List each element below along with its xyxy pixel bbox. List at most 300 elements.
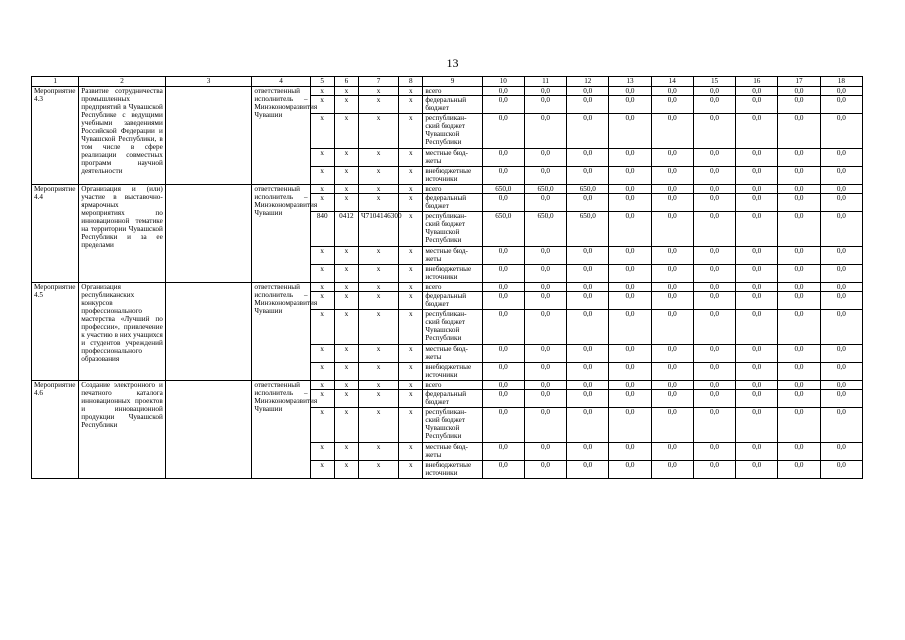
value-cell: 0,0 (482, 167, 524, 185)
value-cell: 0,0 (609, 283, 651, 292)
value-cell: 0,0 (778, 461, 820, 479)
value-cell: 0,0 (778, 167, 820, 185)
code-cell: x (310, 381, 334, 390)
value-cell: 0,0 (651, 381, 693, 390)
code-cell: x (399, 194, 423, 212)
code-cell: x (310, 310, 334, 345)
value-cell: 0,0 (567, 265, 609, 283)
value-cell: 0,0 (567, 363, 609, 381)
value-cell: 0,0 (524, 167, 566, 185)
code-cell: 840 (310, 212, 334, 247)
header-cell: 11 (524, 77, 566, 87)
value-cell: 650,0 (524, 185, 566, 194)
value-cell: 0,0 (651, 408, 693, 443)
value-cell: 0,0 (567, 114, 609, 149)
value-cell: 650,0 (567, 212, 609, 247)
funding-source: внебюджетные источники (423, 265, 482, 283)
value-cell: 0,0 (693, 212, 735, 247)
value-cell: 0,0 (820, 212, 862, 247)
code-cell: x (399, 87, 423, 96)
code-cell: x (310, 167, 334, 185)
value-cell: 0,0 (567, 96, 609, 114)
code-cell: x (399, 345, 423, 363)
value-cell: 0,0 (736, 185, 778, 194)
funding-source: федеральный бюджет (423, 390, 482, 408)
funding-source: внебюджетные источники (423, 363, 482, 381)
code-cell: x (310, 292, 334, 310)
value-cell: 0,0 (778, 363, 820, 381)
code-cell: x (334, 381, 358, 390)
value-cell: 0,0 (609, 292, 651, 310)
code-cell: x (334, 443, 358, 461)
code-cell: x (358, 390, 398, 408)
value-cell: 0,0 (778, 114, 820, 149)
code-cell: x (399, 363, 423, 381)
funding-source: местные бюд-жеты (423, 149, 482, 167)
activity-code: Мероприятие 4.5 (32, 283, 79, 381)
value-cell: 0,0 (609, 265, 651, 283)
activity-col3 (165, 381, 252, 479)
value-cell: 0,0 (609, 363, 651, 381)
value-cell: 0,0 (736, 114, 778, 149)
value-cell: 0,0 (524, 381, 566, 390)
code-cell: x (358, 247, 398, 265)
activity-code: Мероприятие 4.6 (32, 381, 79, 479)
funding-source: федеральный бюджет (423, 292, 482, 310)
code-cell: x (334, 247, 358, 265)
funding-source: местные бюд-жеты (423, 345, 482, 363)
value-cell: 0,0 (609, 114, 651, 149)
value-cell: 0,0 (820, 185, 862, 194)
header-cell: 8 (399, 77, 423, 87)
value-cell: 0,0 (778, 283, 820, 292)
value-cell: 0,0 (736, 310, 778, 345)
code-cell: x (310, 149, 334, 167)
code-cell: x (334, 292, 358, 310)
value-cell: 0,0 (524, 363, 566, 381)
header-cell: 16 (736, 77, 778, 87)
value-cell: 0,0 (609, 149, 651, 167)
funding-source: местные бюд-жеты (423, 443, 482, 461)
value-cell: 0,0 (651, 390, 693, 408)
value-cell: 650,0 (482, 212, 524, 247)
value-cell: 0,0 (609, 194, 651, 212)
value-cell: 0,0 (693, 283, 735, 292)
value-cell: 0,0 (567, 247, 609, 265)
code-cell: x (334, 345, 358, 363)
header-row (32, 77, 863, 87)
code-cell: x (334, 265, 358, 283)
value-cell: 0,0 (482, 96, 524, 114)
code-cell: 0412 (334, 212, 358, 247)
value-cell: 0,0 (482, 390, 524, 408)
code-cell: x (310, 363, 334, 381)
value-cell: 0,0 (651, 167, 693, 185)
value-cell: 0,0 (567, 345, 609, 363)
code-cell: x (358, 87, 398, 96)
value-cell: 0,0 (609, 345, 651, 363)
value-cell: 0,0 (736, 96, 778, 114)
code-cell: x (358, 443, 398, 461)
value-cell: 0,0 (736, 461, 778, 479)
code-cell: x (358, 149, 398, 167)
code-cell: x (310, 345, 334, 363)
value-cell: 0,0 (651, 265, 693, 283)
value-cell: 0,0 (820, 363, 862, 381)
value-cell: 0,0 (820, 247, 862, 265)
value-cell: 0,0 (609, 408, 651, 443)
code-cell: x (334, 96, 358, 114)
value-cell: 0,0 (693, 408, 735, 443)
header-cell: 14 (651, 77, 693, 87)
value-cell: 0,0 (820, 283, 862, 292)
value-cell: 650,0 (524, 212, 566, 247)
header-cell: 15 (693, 77, 735, 87)
funding-source: федеральный бюджет (423, 96, 482, 114)
value-cell: 0,0 (778, 292, 820, 310)
value-cell: 0,0 (567, 87, 609, 96)
value-cell: 0,0 (778, 408, 820, 443)
header-cell: 10 (482, 77, 524, 87)
value-cell: 0,0 (651, 363, 693, 381)
value-cell: 0,0 (736, 265, 778, 283)
code-cell: x (399, 167, 423, 185)
value-cell: 0,0 (609, 87, 651, 96)
value-cell: 0,0 (524, 443, 566, 461)
value-cell: 0,0 (524, 114, 566, 149)
value-cell: 0,0 (609, 310, 651, 345)
activity-name: Создание электронного и печатного каталога инновационных проектов и инновационной продукции Чувашской Республики (79, 381, 166, 479)
value-cell: 0,0 (524, 149, 566, 167)
funding-source: республикан-ский бюджет Чувашской Республики (423, 310, 482, 345)
value-cell: 0,0 (651, 247, 693, 265)
responsible-executor: ответственный исполнитель – Минэкономразвития Чувашии (252, 283, 310, 381)
value-cell: 0,0 (693, 167, 735, 185)
code-cell: x (399, 292, 423, 310)
value-cell: 0,0 (693, 363, 735, 381)
value-cell: 0,0 (736, 87, 778, 96)
code-cell: x (399, 283, 423, 292)
code-cell: x (399, 265, 423, 283)
activity-col3 (165, 87, 252, 185)
code-cell: x (399, 408, 423, 443)
code-cell: x (310, 87, 334, 96)
code-cell: x (358, 408, 398, 443)
header-cell: 13 (609, 77, 651, 87)
value-cell: 650,0 (482, 185, 524, 194)
value-cell: 0,0 (567, 461, 609, 479)
value-cell: 0,0 (736, 363, 778, 381)
activity-name: Развитие сотрудничества промышленных предприятий в Чувашской Республике с ведущими учебными заведениями Российской Федерации и Чувашской Республики, в том числе в сфере реализации совместных программ научной деятельности (79, 87, 166, 185)
value-cell: 0,0 (820, 114, 862, 149)
header-cell: 18 (820, 77, 862, 87)
funding-source: всего (423, 185, 482, 194)
code-cell: x (310, 114, 334, 149)
value-cell: 0,0 (567, 283, 609, 292)
value-cell: 0,0 (736, 408, 778, 443)
code-cell: x (310, 185, 334, 194)
value-cell: 0,0 (482, 292, 524, 310)
value-cell: 0,0 (736, 247, 778, 265)
value-cell: 0,0 (736, 292, 778, 310)
code-cell: x (310, 96, 334, 114)
code-cell: x (334, 310, 358, 345)
value-cell: 0,0 (567, 194, 609, 212)
code-cell: x (310, 443, 334, 461)
table-row (32, 87, 863, 96)
value-cell: 0,0 (693, 265, 735, 283)
value-cell: 0,0 (609, 212, 651, 247)
value-cell: 0,0 (524, 310, 566, 345)
funding-source: всего (423, 381, 482, 390)
code-cell: Ч7104146300 (358, 212, 398, 247)
value-cell: 0,0 (736, 390, 778, 408)
value-cell: 0,0 (609, 461, 651, 479)
activity-code: Мероприятие 4.3 (32, 87, 79, 185)
funding-source: местные бюд-жеты (423, 247, 482, 265)
value-cell: 0,0 (482, 363, 524, 381)
code-cell: x (399, 185, 423, 194)
value-cell: 0,0 (736, 443, 778, 461)
value-cell: 0,0 (482, 310, 524, 345)
value-cell: 0,0 (482, 443, 524, 461)
value-cell: 0,0 (567, 408, 609, 443)
value-cell: 0,0 (778, 381, 820, 390)
value-cell: 0,0 (778, 390, 820, 408)
code-cell: x (358, 381, 398, 390)
value-cell: 0,0 (778, 185, 820, 194)
value-cell: 0,0 (693, 292, 735, 310)
code-cell: x (399, 381, 423, 390)
value-cell: 0,0 (693, 443, 735, 461)
value-cell: 0,0 (651, 443, 693, 461)
code-cell: x (334, 390, 358, 408)
code-cell: x (358, 114, 398, 149)
value-cell: 0,0 (482, 265, 524, 283)
value-cell: 0,0 (736, 167, 778, 185)
value-cell: 0,0 (651, 96, 693, 114)
value-cell: 0,0 (482, 194, 524, 212)
value-cell: 0,0 (567, 443, 609, 461)
code-cell: x (358, 461, 398, 479)
value-cell: 0,0 (820, 96, 862, 114)
value-cell: 0,0 (524, 345, 566, 363)
value-cell: 0,0 (693, 461, 735, 479)
value-cell: 0,0 (693, 381, 735, 390)
value-cell: 0,0 (482, 461, 524, 479)
value-cell: 0,0 (693, 247, 735, 265)
value-cell: 0,0 (778, 310, 820, 345)
code-cell: x (334, 408, 358, 443)
code-cell: x (358, 96, 398, 114)
value-cell: 0,0 (693, 87, 735, 96)
value-cell: 0,0 (693, 185, 735, 194)
header-cell: 5 (310, 77, 334, 87)
code-cell: x (399, 390, 423, 408)
code-cell: x (358, 345, 398, 363)
code-cell: x (334, 167, 358, 185)
code-cell: x (399, 212, 423, 247)
value-cell: 0,0 (609, 381, 651, 390)
value-cell: 0,0 (736, 149, 778, 167)
value-cell: 0,0 (524, 390, 566, 408)
value-cell: 0,0 (693, 149, 735, 167)
value-cell: 0,0 (609, 390, 651, 408)
value-cell: 0,0 (524, 247, 566, 265)
value-cell: 0,0 (820, 390, 862, 408)
code-cell: x (358, 265, 398, 283)
funding-source: всего (423, 87, 482, 96)
header-cell: 1 (32, 77, 79, 87)
code-cell: x (334, 194, 358, 212)
funding-table (31, 76, 863, 479)
header-cell: 7 (358, 77, 398, 87)
code-cell: x (358, 185, 398, 194)
value-cell: 0,0 (609, 167, 651, 185)
code-cell: x (358, 292, 398, 310)
code-cell: x (358, 194, 398, 212)
responsible-executor: ответственный исполнитель – Минэкономразвития Чувашии (252, 87, 310, 185)
activity-name: Организация республиканских конкурсов профессионального мастерства «Лучший по профессии», привлечение к участию в них учащихся и студентов учреждений профессионального образования (79, 283, 166, 381)
value-cell: 0,0 (693, 390, 735, 408)
value-cell: 0,0 (482, 408, 524, 443)
value-cell: 0,0 (567, 167, 609, 185)
value-cell: 0,0 (482, 381, 524, 390)
table-row (32, 381, 863, 390)
code-cell: x (310, 461, 334, 479)
code-cell: x (358, 363, 398, 381)
code-cell: x (334, 283, 358, 292)
table-row (32, 185, 863, 194)
header-cell: 9 (423, 77, 482, 87)
code-cell: x (310, 283, 334, 292)
value-cell: 0,0 (820, 310, 862, 345)
code-cell: x (399, 96, 423, 114)
activity-name: Организация и (или) участие в выставочно-ярмарочных мероприятиях по инновационной тематике на территории Чувашской Республики и за ее пределами (79, 185, 166, 283)
funding-source: республикан-ский бюджет Чувашской Республики (423, 114, 482, 149)
value-cell: 0,0 (778, 247, 820, 265)
value-cell: 0,0 (693, 114, 735, 149)
funding-source: всего (423, 283, 482, 292)
value-cell: 0,0 (567, 390, 609, 408)
code-cell: x (334, 461, 358, 479)
value-cell: 0,0 (736, 381, 778, 390)
code-cell: x (310, 194, 334, 212)
value-cell: 0,0 (524, 194, 566, 212)
value-cell: 0,0 (482, 247, 524, 265)
activity-code: Мероприятие 4.4 (32, 185, 79, 283)
activity-col3 (165, 185, 252, 283)
value-cell: 0,0 (820, 408, 862, 443)
value-cell: 0,0 (820, 167, 862, 185)
code-cell: x (334, 185, 358, 194)
funding-source: республикан-ский бюджет Чувашской Республики (423, 212, 482, 247)
value-cell: 0,0 (524, 87, 566, 96)
value-cell: 0,0 (482, 87, 524, 96)
value-cell: 0,0 (651, 185, 693, 194)
value-cell: 0,0 (820, 87, 862, 96)
value-cell: 0,0 (778, 194, 820, 212)
code-cell: x (334, 149, 358, 167)
value-cell: 0,0 (778, 265, 820, 283)
value-cell: 0,0 (651, 87, 693, 96)
value-cell: 0,0 (651, 292, 693, 310)
value-cell: 0,0 (524, 283, 566, 292)
code-cell: x (310, 265, 334, 283)
value-cell: 0,0 (524, 292, 566, 310)
header-cell: 6 (334, 77, 358, 87)
funding-source: республикан-ский бюджет Чувашской Республики (423, 408, 482, 443)
code-cell: x (334, 363, 358, 381)
value-cell: 0,0 (651, 114, 693, 149)
value-cell: 0,0 (524, 461, 566, 479)
value-cell: 0,0 (567, 149, 609, 167)
page-number: 13 (446, 56, 459, 70)
value-cell: 0,0 (524, 408, 566, 443)
value-cell: 0,0 (482, 114, 524, 149)
value-cell: 0,0 (820, 381, 862, 390)
value-cell: 0,0 (609, 185, 651, 194)
value-cell: 0,0 (609, 96, 651, 114)
value-cell: 0,0 (693, 345, 735, 363)
value-cell: 0,0 (820, 149, 862, 167)
value-cell: 0,0 (736, 194, 778, 212)
value-cell: 0,0 (778, 149, 820, 167)
value-cell: 0,0 (820, 345, 862, 363)
code-cell: x (310, 390, 334, 408)
value-cell: 0,0 (482, 345, 524, 363)
value-cell: 0,0 (820, 265, 862, 283)
activity-col3 (165, 283, 252, 381)
value-cell: 0,0 (482, 149, 524, 167)
value-cell: 0,0 (820, 194, 862, 212)
value-cell: 0,0 (651, 149, 693, 167)
funding-source: федеральный бюджет (423, 194, 482, 212)
header-cell: 3 (165, 77, 252, 87)
value-cell: 0,0 (693, 194, 735, 212)
value-cell: 0,0 (778, 96, 820, 114)
value-cell: 0,0 (778, 443, 820, 461)
value-cell: 0,0 (820, 292, 862, 310)
code-cell: x (399, 461, 423, 479)
code-cell: x (334, 114, 358, 149)
code-cell: x (399, 149, 423, 167)
value-cell: 0,0 (778, 345, 820, 363)
value-cell: 0,0 (567, 381, 609, 390)
table-row (32, 283, 863, 292)
value-cell: 0,0 (651, 310, 693, 345)
value-cell: 0,0 (482, 283, 524, 292)
value-cell: 0,0 (567, 310, 609, 345)
code-cell: x (399, 443, 423, 461)
value-cell: 0,0 (693, 96, 735, 114)
value-cell: 0,0 (567, 292, 609, 310)
value-cell: 650,0 (567, 185, 609, 194)
code-cell: x (358, 167, 398, 185)
code-cell: x (358, 283, 398, 292)
responsible-executor: ответственный исполнитель – Минэкономразвития Чувашии (252, 381, 310, 479)
code-cell: x (399, 114, 423, 149)
value-cell: 0,0 (820, 461, 862, 479)
value-cell: 0,0 (609, 247, 651, 265)
value-cell: 0,0 (524, 265, 566, 283)
value-cell: 0,0 (524, 96, 566, 114)
value-cell: 0,0 (651, 345, 693, 363)
value-cell: 0,0 (778, 212, 820, 247)
value-cell: 0,0 (820, 443, 862, 461)
value-cell: 0,0 (609, 443, 651, 461)
header-cell: 12 (567, 77, 609, 87)
